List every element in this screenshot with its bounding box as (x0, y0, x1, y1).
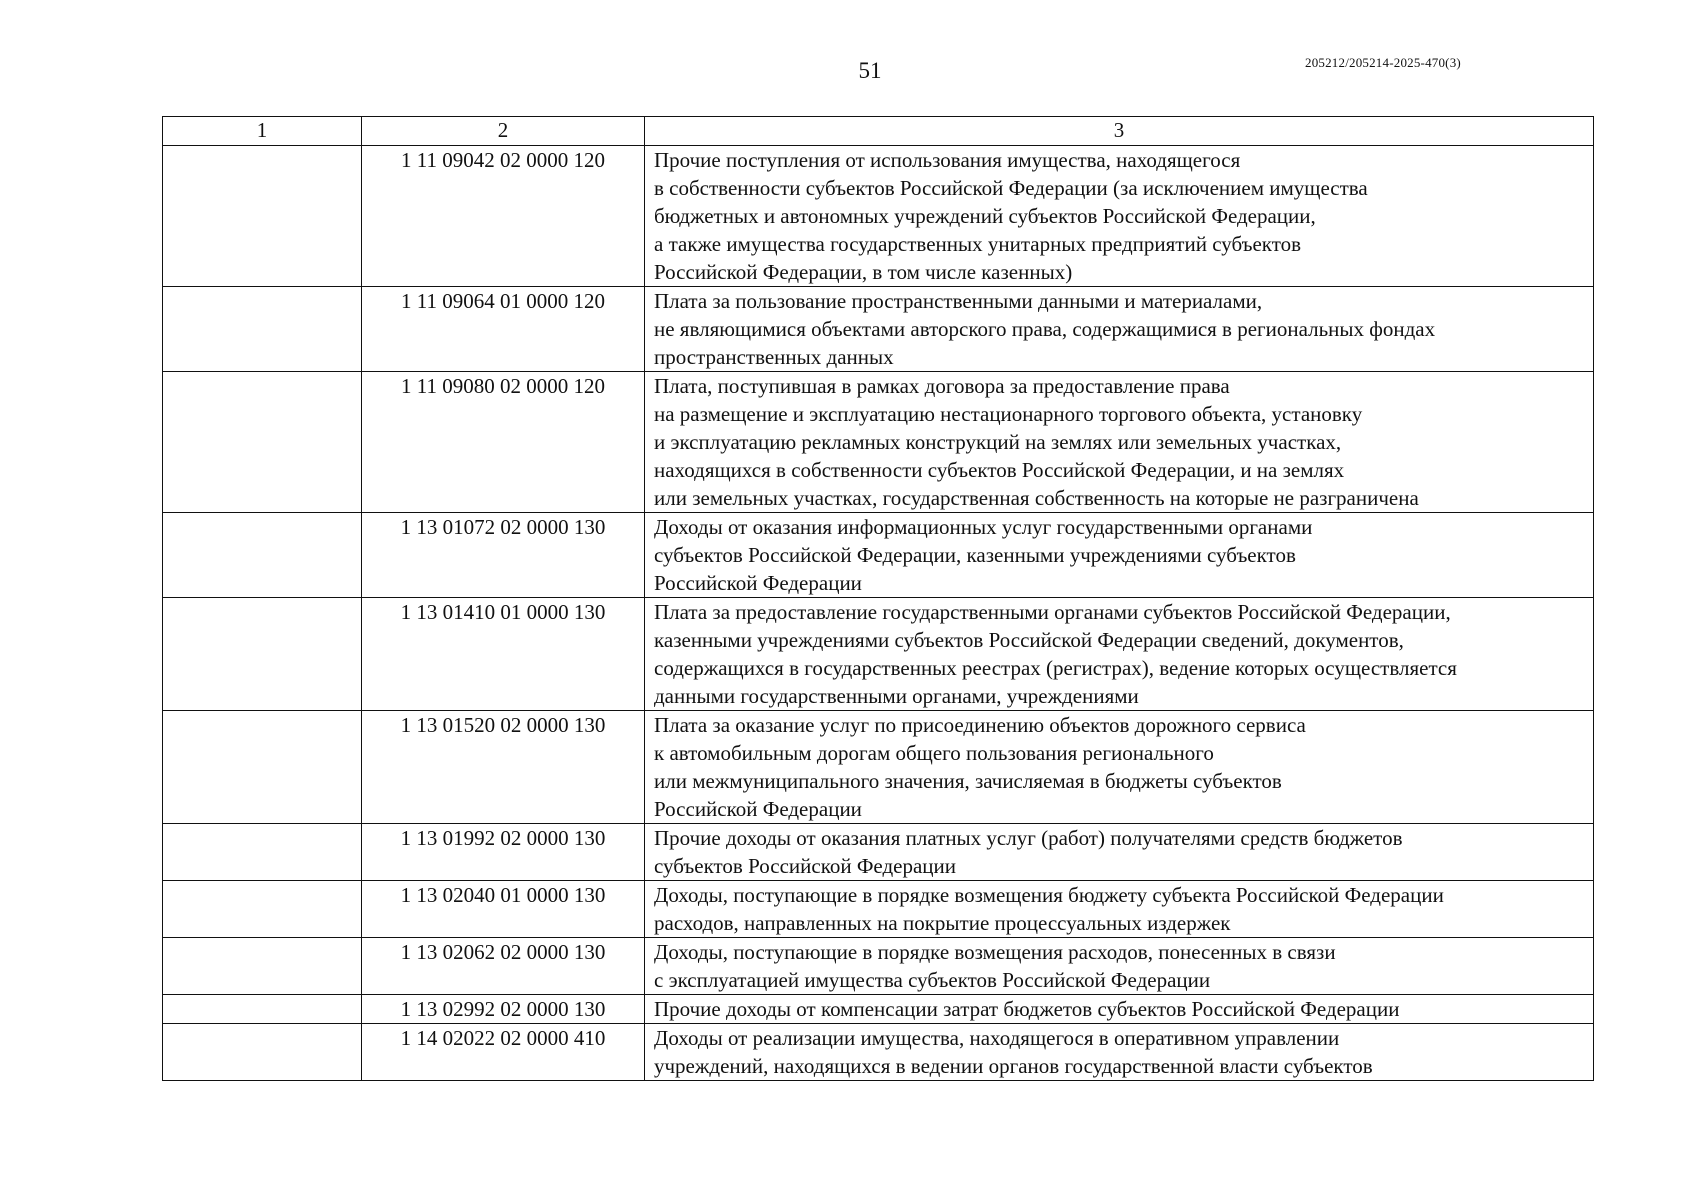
revenue-code: 1 11 09042 02 0000 120 (362, 146, 645, 287)
revenue-description: Доходы, поступающие в порядке возмещения бюджету субъекта Российской Федерации расходов, направленных на покрытие процессуальных издержек (645, 881, 1594, 938)
table-row (163, 372, 1594, 513)
admin-cell (163, 711, 362, 824)
revenue-description: Плата за пользование пространственными данными и материалами, не являющимися объектами авторского права, содержащимися в региональных фондах пространственных данных (645, 287, 1594, 372)
revenue-description: Плата за оказание услуг по присоединению объектов дорожного сервиса к автомобильным дорогам общего пользования регионального или межмуниципального значения, зачисляемая в бюджеты субъектов Российской Федерации (645, 711, 1594, 824)
table-row (163, 598, 1594, 711)
admin-cell (163, 995, 362, 1024)
admin-cell (163, 938, 362, 995)
table-row (163, 711, 1594, 824)
admin-cell (163, 372, 362, 513)
admin-cell (163, 513, 362, 598)
table-row (163, 881, 1594, 938)
revenue-description: Доходы, поступающие в порядке возмещения расходов, понесенных в связи с эксплуатацией имущества субъектов Российской Федерации (645, 938, 1594, 995)
page-number: 51 (858, 58, 882, 83)
document-id: 205212/205214-2025-470(3) (1305, 55, 1461, 70)
revenue-code: 1 13 02040 01 0000 130 (362, 881, 645, 938)
revenue-description: Плата за предоставление государственными органами субъектов Российской Федерации, казенными учреждениями субъектов Российской Федерации сведений, документов, содержащихся в государственных реестрах (регистрах), ведение которых осуществляется данными государственными органами, учреждениями (645, 598, 1594, 711)
admin-cell (163, 598, 362, 711)
revenue-code: 1 13 02992 02 0000 130 (362, 995, 645, 1024)
table-header-row (163, 117, 1594, 146)
revenue-code: 1 13 01410 01 0000 130 (362, 598, 645, 711)
table-row (163, 1024, 1594, 1081)
table-row (163, 287, 1594, 372)
revenue-code: 1 13 01520 02 0000 130 (362, 711, 645, 824)
revenue-code: 1 11 09080 02 0000 120 (362, 372, 645, 513)
revenue-code: 1 13 02062 02 0000 130 (362, 938, 645, 995)
column-header: 1 (163, 117, 362, 146)
revenue-description: Доходы от оказания информационных услуг государственными органами субъектов Российской Федерации, казенными учреждениями субъектов Российской Федерации (645, 513, 1594, 598)
revenue-codes-table (162, 116, 1594, 1081)
revenue-code: 1 13 01992 02 0000 130 (362, 824, 645, 881)
revenue-description: Прочие поступления от использования имущества, находящегося в собственности субъектов Российской Федерации (за исключением имущества бюджетных и автономных учреждений субъектов Российской Федерации, а также имущества государственных унитарных предприятий субъектов Российской Федерации, в том числе казенных) (645, 146, 1594, 287)
revenue-description: Прочие доходы от оказания платных услуг (работ) получателями средств бюджетов субъектов Российской Федерации (645, 824, 1594, 881)
revenue-code: 1 14 02022 02 0000 410 (362, 1024, 645, 1081)
admin-cell (163, 146, 362, 287)
column-header: 3 (645, 117, 1594, 146)
admin-cell (163, 824, 362, 881)
admin-cell (163, 881, 362, 938)
admin-cell (163, 1024, 362, 1081)
revenue-description: Прочие доходы от компенсации затрат бюджетов субъектов Российской Федерации (645, 995, 1594, 1024)
table-row (163, 146, 1594, 287)
revenue-code: 1 11 09064 01 0000 120 (362, 287, 645, 372)
admin-cell (163, 287, 362, 372)
table-row (163, 513, 1594, 598)
revenue-description: Плата, поступившая в рамках договора за предоставление права на размещение и эксплуатацию нестационарного торгового объекта, установку и эксплуатацию рекламных конструкций на землях или земельных участках, находящихся в собственности субъектов Российской Федерации, и на землях или земельных участках, государственная собственность на которые не разграничена (645, 372, 1594, 513)
revenue-code: 1 13 01072 02 0000 130 (362, 513, 645, 598)
table-row (163, 995, 1594, 1024)
revenue-description: Доходы от реализации имущества, находящегося в оперативном управлении учреждений, находящихся в ведении органов государственной власти субъектов (645, 1024, 1594, 1081)
column-header: 2 (362, 117, 645, 146)
table-row (163, 824, 1594, 881)
table-row (163, 938, 1594, 995)
